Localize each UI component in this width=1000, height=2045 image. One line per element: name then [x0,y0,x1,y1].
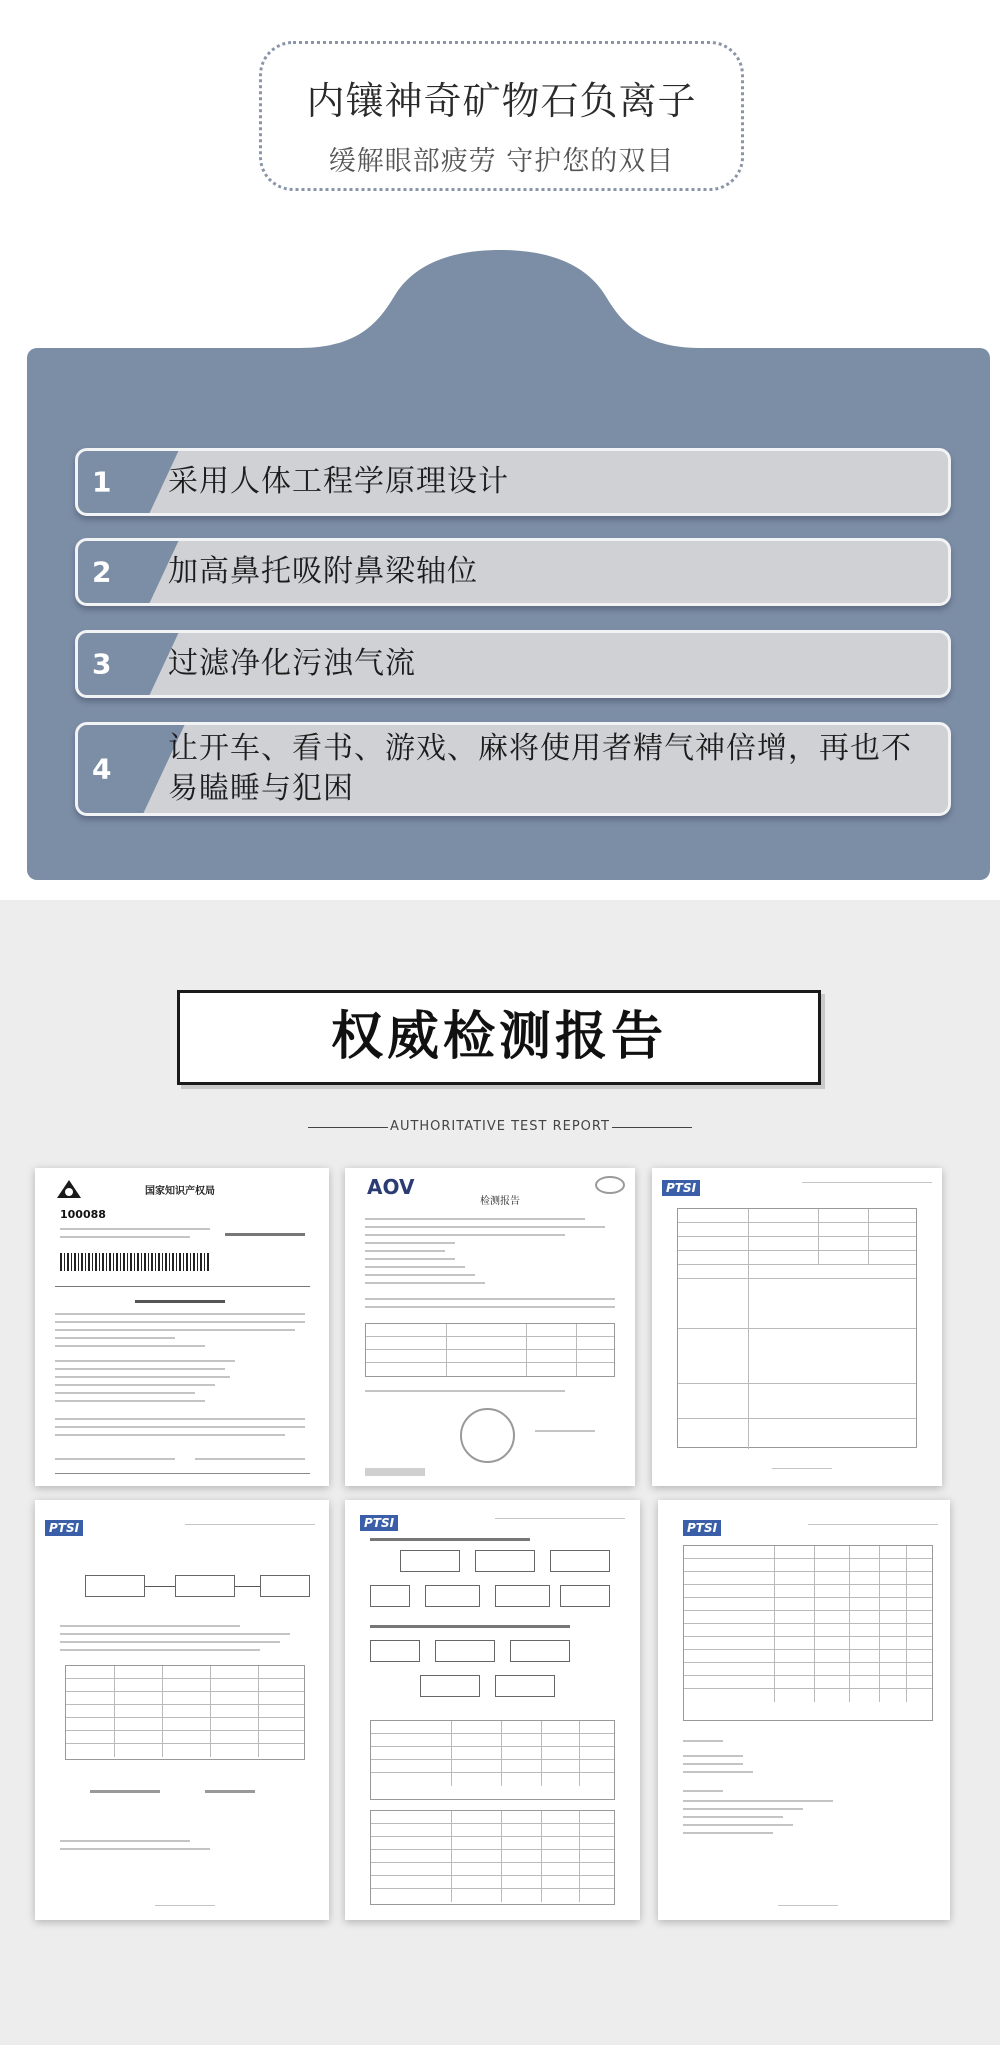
document-aov-report[interactable] [345,1168,635,1486]
document-ptsi-test-results[interactable] [345,1500,640,1920]
feature-item [75,630,951,698]
headline-title: 内镶神奇矿物石负离子 [306,79,697,123]
report-section [0,900,1000,2045]
feature-item [75,538,951,606]
agency-logo-icon [55,1178,83,1200]
results-table [370,1810,615,1905]
ptsi-logo: PTSI [45,1520,83,1536]
ptsi-logo: PTSI [683,1520,721,1536]
feature-number: 3 [92,647,112,681]
document-header: 检测报告 [480,1196,520,1207]
data-table [65,1665,305,1760]
feature-number: 1 [92,465,112,499]
report-subtitle: AUTHORITATIVE TEST REPORT [390,1119,610,1134]
document-patent[interactable] [35,1168,329,1486]
feature-text: 让开车、看书、游戏、麻将使用者精气神倍增，再也不易瞌睡与犯困 [168,731,912,806]
divider [612,1127,692,1128]
results-table [365,1323,615,1377]
ptsi-logo: PTSI [360,1515,398,1531]
document-code: 100088 [60,1208,106,1221]
headline-subtitle: 缓解眼部疲劳 守护您的双目 [328,146,675,177]
report-subtitle-row [300,1118,700,1138]
feature-text: 采用人体工程学原理设计 [168,464,509,499]
feature-item [75,722,951,816]
feature-text: 加高鼻托吸附鼻梁轴位 [168,554,478,589]
official-seal [460,1408,515,1463]
document-ptsi-chart[interactable] [35,1500,329,1920]
document-ptsi-report[interactable] [652,1168,942,1486]
ptsi-logo: PTSI [662,1180,700,1196]
document-ptsi-phthalate-results[interactable] [658,1500,950,1920]
barcode [60,1253,210,1271]
report-table [677,1208,917,1448]
certification-mark [595,1176,625,1194]
feature-text: 过滤净化污浊气流 [168,646,416,681]
report-title: 权威检测报告 [177,990,821,1085]
feature-item [75,448,951,516]
document-header: 国家知识产权局 [145,1186,215,1197]
results-table [683,1545,933,1721]
feature-section [0,0,1000,900]
panel-arch [0,0,1000,360]
results-table [370,1720,615,1800]
feature-number: 2 [92,555,112,589]
aov-logo: AOV [367,1175,415,1199]
feature-number: 4 [92,752,112,786]
